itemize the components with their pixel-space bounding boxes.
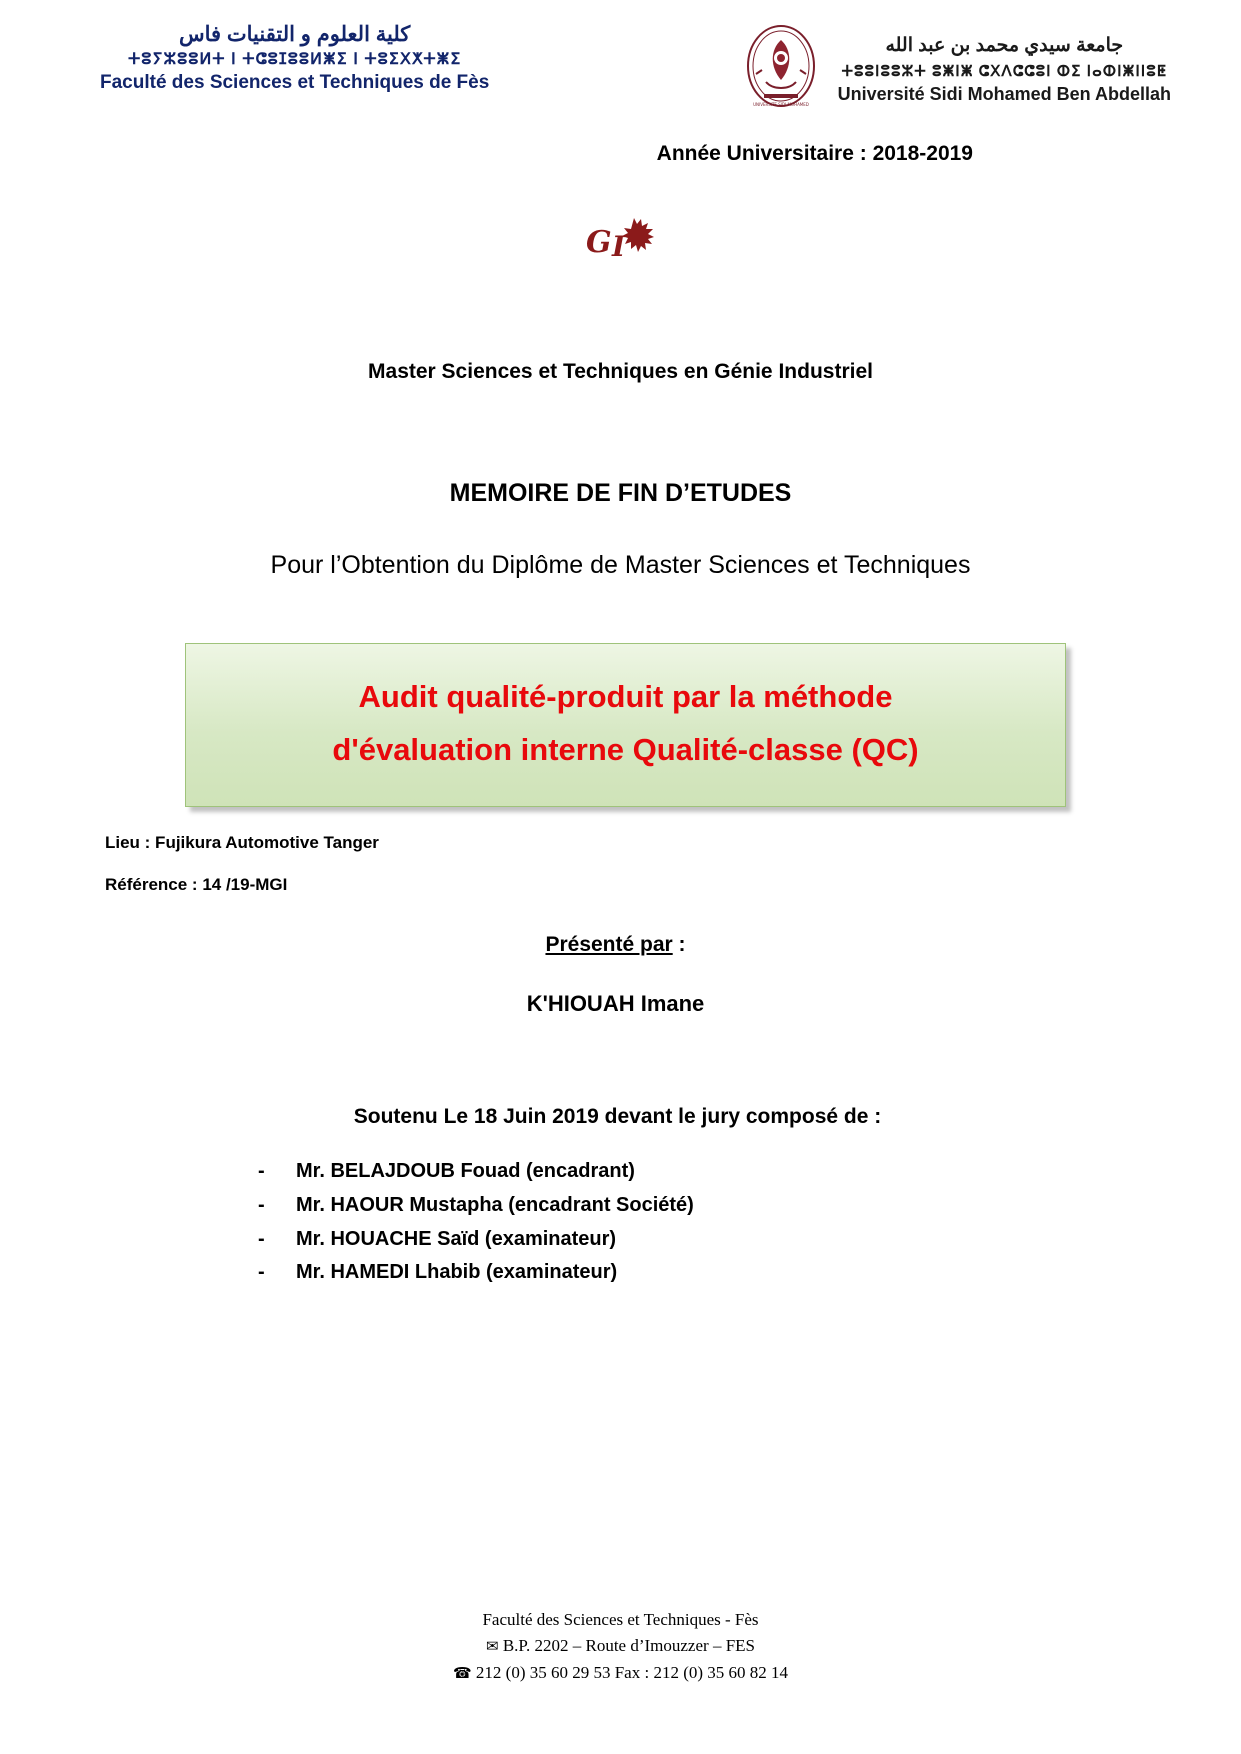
program-logo-wrap xyxy=(0,216,1241,278)
svg-text:G: G xyxy=(585,225,612,260)
location-line: Lieu : Fujikura Automotive Tanger xyxy=(105,833,379,853)
jury-member xyxy=(258,1155,1241,1189)
university-logo-block xyxy=(740,22,1171,114)
jury-member-name: Mr. BELAJDOUB Fouad (encadrant) xyxy=(296,1160,635,1183)
defense-line: Soutenu Le 18 Juin 2019 devant le jury composé de : xyxy=(353,1105,882,1129)
document-meta xyxy=(0,833,1241,895)
faculty-logo xyxy=(100,22,489,95)
mail-icon: ✉ xyxy=(486,1637,499,1656)
page-footer xyxy=(0,1607,1241,1686)
document-type: MEMOIRE DE FIN D’ETUDES xyxy=(449,479,792,507)
phone-icon: ☎ xyxy=(452,1663,472,1682)
jury-member xyxy=(258,1256,1241,1290)
thesis-title-box xyxy=(185,643,1066,808)
jury-member-name: Mr. HAMEDI Lhabib (examinateur) xyxy=(296,1261,618,1284)
list-bullet: - xyxy=(258,1227,265,1250)
faculty-name-french: Faculté des Sciences et Techniques de Fès xyxy=(100,72,490,94)
faculty-name-arabic: كلية العلوم و التقنيات فاس xyxy=(178,23,411,46)
purpose-line-1: Pour l’Obtention du Diplôme de Master Sciences et xyxy=(270,551,838,579)
jury-member-name: Mr. HAOUR Mustapha (encadrant Société) xyxy=(296,1193,694,1216)
list-bullet: - xyxy=(258,1160,265,1183)
svg-text:UNIVERSITE SIDI MOHAMED: UNIVERSITE SIDI MOHAMED xyxy=(752,102,809,107)
jury-member-name: Mr. HOUACHE Saïd (examinateur) xyxy=(296,1227,617,1250)
faculty-name-tifinagh: ⵜⵓⵢⵣⵓⵓⵍⵜ Ⅰ ⵜⵛⵓⵊⵓⵓⵍⵥⵉ ⵏ ⵜⵓⵉⵝⵅⵜⵥⵉ xyxy=(127,51,462,69)
thesis-title-line-2: d'évaluation interne Qualité-classe (QC) xyxy=(332,732,919,768)
jury-member xyxy=(258,1189,1241,1223)
list-bullet: - xyxy=(258,1261,265,1284)
purpose-line-2: Techniques xyxy=(843,551,971,579)
svg-text:I: I xyxy=(611,230,625,263)
presented-by-text: Présenté par xyxy=(545,933,673,957)
author-name: K'HIOUAH Imane xyxy=(526,991,705,1017)
program-title: Master Sciences et Techniques en Génie Industriel xyxy=(368,360,873,383)
footer-phone: 212 (0) 35 60 29 53 Fax : 212 (0) 35 60 82 14 xyxy=(475,1662,789,1682)
presented-by-label xyxy=(0,933,1241,957)
university-name-tifinagh: ⵜⵓⵓⵏⵓⵓⵣⵜ ⵓⵥⵏⵥ ⵛⵝⴷⵛⵛⵓⵏ ⵀⵉ ⵏⴰⵀⵏⵥⵏⵏⵓⵟ xyxy=(841,62,1168,80)
jury-list xyxy=(0,1155,1241,1289)
footer-institution: Faculté des Sciences et Techniques - Fès xyxy=(482,1609,759,1629)
academic-year: Année Universitaire : 2018-2019 xyxy=(656,142,973,165)
university-seal-icon xyxy=(740,22,822,114)
reference-line: Référence : 14 /19-MGI xyxy=(105,875,288,895)
footer-address-line xyxy=(0,1633,1241,1659)
jury-member xyxy=(258,1223,1241,1257)
presented-by-colon: : xyxy=(672,933,686,957)
footer-phone-line xyxy=(0,1660,1241,1686)
list-bullet: - xyxy=(258,1193,265,1216)
thesis-title-line-1: Audit qualité-produit par la méthode xyxy=(358,678,893,714)
genie-industriel-logo-icon xyxy=(582,216,660,278)
university-name-arabic: جامعة سيدي محمد بن عبد الله xyxy=(885,35,1124,56)
page-header xyxy=(0,0,1241,114)
footer-address: B.P. 2202 – Route d’Imouzzer – FES xyxy=(502,1636,755,1656)
document-purpose xyxy=(0,546,1241,585)
university-name-block xyxy=(838,22,1171,107)
university-name-french: Université Sidi Mohamed Ben Abdellah xyxy=(837,84,1171,105)
